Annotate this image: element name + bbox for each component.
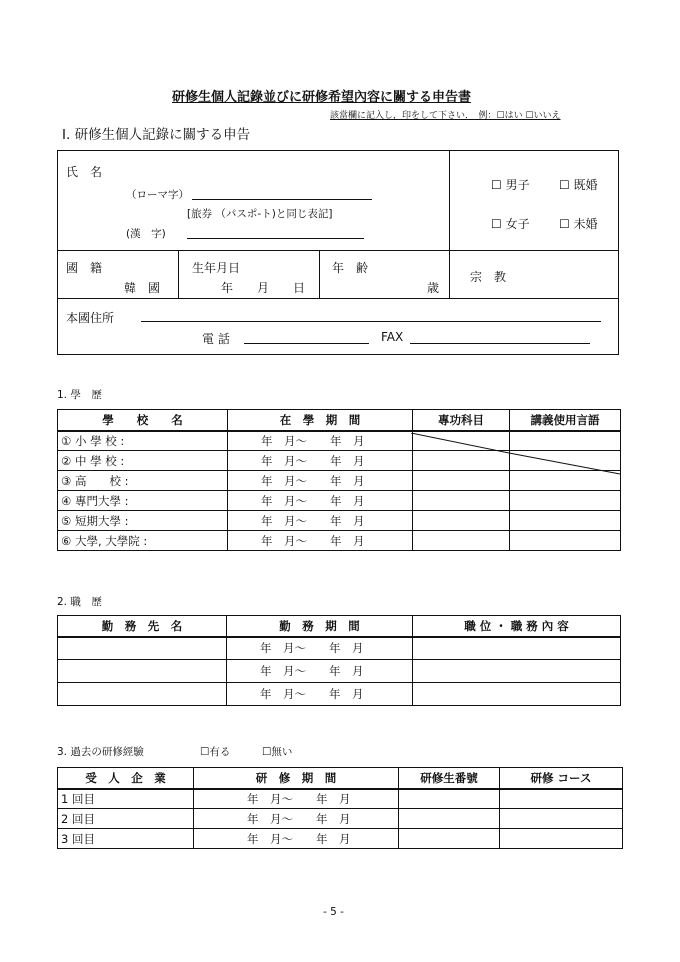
- school-name[interactable]: ③ 高 校 :: [58, 471, 228, 491]
- round-label[interactable]: 1 回目: [58, 789, 194, 809]
- table-row: [58, 660, 621, 683]
- work-period[interactable]: 年 月～ 年 月: [227, 660, 413, 683]
- table-row: [58, 431, 621, 451]
- header-host-company: 受 人 企 業: [58, 768, 194, 789]
- school-name[interactable]: ② 中 學 校 :: [58, 451, 228, 471]
- header-work-period: 勤 務 期 間: [227, 616, 413, 637]
- education-heading: 1. 學 歷: [57, 389, 102, 401]
- round-label[interactable]: 2 回目: [58, 809, 194, 829]
- career-heading: 2. 職 歷: [57, 596, 102, 608]
- kanji-name-line[interactable]: [187, 238, 364, 239]
- major-cell[interactable]: [413, 511, 510, 531]
- study-period[interactable]: 年 月～ 年 月: [228, 431, 413, 451]
- employer-cell[interactable]: [58, 660, 227, 683]
- trainee-number-cell[interactable]: [399, 789, 500, 809]
- table-row: [58, 471, 621, 491]
- fax-line[interactable]: [410, 343, 590, 344]
- study-period[interactable]: 年 月～ 年 月: [228, 491, 413, 511]
- training-table: [57, 767, 623, 849]
- employer-cell[interactable]: [58, 683, 227, 706]
- header-position-duties: 職 位 ・ 職 務 內 容: [413, 616, 621, 637]
- language-cell[interactable]: [510, 531, 621, 551]
- section1-heading: Ⅰ. 研修生個人記錄に關する申告: [62, 127, 251, 143]
- major-cell: [413, 451, 510, 471]
- major-cell[interactable]: [413, 531, 510, 551]
- table-row: [58, 531, 621, 551]
- female-checkbox[interactable]: ☐ 女子: [491, 217, 530, 231]
- training-heading: 3. 過去の研修經驗: [57, 746, 144, 758]
- table-row: [58, 451, 621, 471]
- school-name[interactable]: ⑥ 大學, 大學院 :: [58, 531, 228, 551]
- duties-cell[interactable]: [413, 660, 621, 683]
- phone-label: 電 話: [202, 332, 230, 346]
- duties-cell[interactable]: [413, 637, 621, 660]
- training-period[interactable]: 年 月～ 年 月: [194, 809, 399, 829]
- career-table: [57, 615, 621, 706]
- course-cell[interactable]: [500, 789, 623, 809]
- round-label[interactable]: 3 回目: [58, 829, 194, 849]
- divider: [178, 250, 179, 298]
- school-name[interactable]: ④ 專門大學 :: [58, 491, 228, 511]
- training-no-checkbox[interactable]: ☐無い: [262, 746, 293, 758]
- major-cell[interactable]: [413, 471, 510, 491]
- study-period[interactable]: 年 月～ 年 月: [228, 471, 413, 491]
- header-training-period: 研 修 期 間: [194, 768, 399, 789]
- study-period[interactable]: 年 月～ 年 月: [228, 451, 413, 471]
- header-study-period: 在 學 期 間: [228, 410, 413, 431]
- header-school-name: 學 校 名: [58, 410, 228, 431]
- header-trainee-number: 研修生番號: [399, 768, 500, 789]
- divider: [449, 150, 450, 298]
- language-cell[interactable]: [510, 471, 621, 491]
- education-table: [57, 409, 621, 551]
- table-row: [58, 511, 621, 531]
- school-name[interactable]: ① 小 學 校 :: [58, 431, 228, 451]
- phone-line[interactable]: [244, 343, 369, 344]
- table-row: [58, 829, 623, 849]
- trainee-number-cell[interactable]: [399, 829, 500, 849]
- married-checkbox[interactable]: ☐ 既婚: [559, 178, 598, 192]
- address-line[interactable]: [141, 321, 601, 322]
- birth-date-label: 生年月日: [192, 261, 241, 275]
- header-training-course: 研修 コース: [500, 768, 623, 789]
- language-cell[interactable]: [510, 511, 621, 531]
- course-cell[interactable]: [500, 829, 623, 849]
- nationality-value: 韓 國: [124, 281, 161, 295]
- table-row: [58, 809, 623, 829]
- training-yes-checkbox[interactable]: ☐有る: [200, 746, 231, 758]
- divider: [57, 298, 619, 299]
- header-major: 專功科目: [413, 410, 510, 431]
- nationality-label: 國 籍: [66, 261, 103, 275]
- language-cell: [510, 451, 621, 471]
- table-row: [58, 683, 621, 706]
- employer-cell[interactable]: [58, 637, 227, 660]
- header-employer: 勤 務 先 名: [58, 616, 227, 637]
- page-number: - 5 -: [323, 906, 344, 918]
- religion-label: 宗 教: [470, 270, 507, 284]
- language-cell: [510, 431, 621, 451]
- kanji-name-label: (漢 字): [126, 228, 166, 240]
- table-row: [58, 491, 621, 511]
- male-checkbox[interactable]: ☐ 男子: [491, 178, 530, 192]
- name-label: 氏 名: [66, 165, 103, 179]
- table-row: [58, 789, 623, 809]
- document-title: 研修生個人記錄並びに研修希望內容に關する申告書: [172, 90, 472, 105]
- school-name[interactable]: ⑤ 短期大學 :: [58, 511, 228, 531]
- roman-name-line[interactable]: [192, 199, 372, 200]
- major-cell: [413, 431, 510, 451]
- header-lecture-language: 講義使用言語: [510, 410, 621, 431]
- training-period[interactable]: 年 月～ 年 月: [194, 829, 399, 849]
- work-period[interactable]: 年 月～ 年 月: [227, 683, 413, 706]
- unmarried-checkbox[interactable]: ☐ 未婚: [559, 217, 598, 231]
- address-label: 本國住所: [66, 311, 115, 325]
- fax-label: FAX: [381, 330, 404, 344]
- language-cell[interactable]: [510, 491, 621, 511]
- table-row: [58, 637, 621, 660]
- roman-name-label: （ローマ字）: [126, 189, 189, 201]
- age-unit: 歳: [427, 281, 440, 295]
- age-label: 年 齢: [332, 261, 369, 275]
- study-period[interactable]: 年 月～ 年 月: [228, 531, 413, 551]
- work-period[interactable]: 年 月～ 年 月: [227, 637, 413, 660]
- divider: [319, 250, 320, 298]
- passport-note: [旅券 （パスポ-ト)と同じ表記]: [187, 208, 333, 220]
- divider: [57, 250, 619, 251]
- major-cell[interactable]: [413, 491, 510, 511]
- duties-cell[interactable]: [413, 683, 621, 706]
- birth-date-units: 年 月 日: [221, 281, 306, 295]
- personal-info-box: [57, 150, 619, 355]
- instruction-note: 該當欄に記入し，印をして下さい． 例：☐はい ☐いいえ: [330, 111, 561, 121]
- training-period[interactable]: 年 月～ 年 月: [194, 789, 399, 809]
- course-cell[interactable]: [500, 809, 623, 829]
- trainee-number-cell[interactable]: [399, 809, 500, 829]
- study-period[interactable]: 年 月～ 年 月: [228, 511, 413, 531]
